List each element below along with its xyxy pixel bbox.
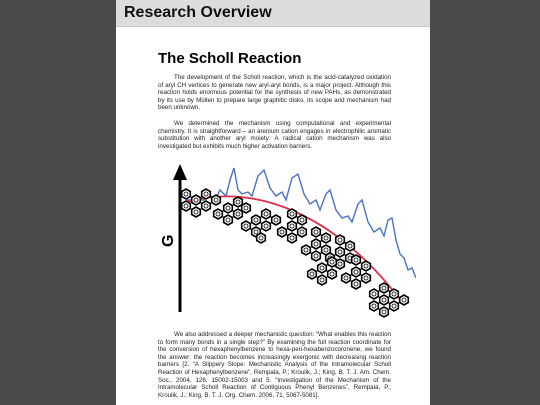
benzene-ring — [298, 227, 307, 237]
benzene-ring — [214, 209, 223, 219]
benzene-ring — [182, 201, 191, 211]
benzene-ring — [288, 233, 297, 243]
benzene-ring — [390, 289, 399, 299]
axis-arrowhead — [173, 164, 187, 180]
benzene-ring — [370, 301, 379, 311]
benzene-ring — [192, 207, 201, 217]
section-heading: The Scholl Reaction — [158, 50, 302, 67]
benzene-ring — [328, 257, 337, 267]
benzene-ring — [352, 255, 361, 265]
benzene-ring — [336, 235, 345, 245]
benzene-ring — [352, 279, 361, 289]
benzene-ring — [298, 215, 307, 225]
benzene-ring — [262, 209, 271, 219]
benzene-ring — [302, 245, 311, 255]
benzene-ring — [362, 261, 371, 271]
energy-axis-label: G — [160, 234, 177, 247]
paragraph-3-text: We also addressed a deeper mechanistic question: “What enables this reaction to form many bonds in a single step?” By examining the full reaction coordinate for the conversion of hexaphenylbenzene to hexa-peri-hexabenzocoronene, we found the answer: the reaction becomes increasingly exergonic with decreasing reaction barriers [2. “A Slippery Slope: Mechanistic Analysis of the Intramolecular Scholl Reaction of Hexaphenylbenzene”, Rempala, P.; Kroulik, J.; King, B. T. J. Am. Chem. Soc., 2004, 126, 15002-15003 and 5. “Investigation of the Mechanism of the Intramolecular Scholl Reaction of Contiguous Phenyl Benzenes”, Rempala, P.; Kroulik, J.; King, B. T. J. Org. Chem. 2006, 71, 5067-5081]. — [158, 331, 391, 399]
benzene-ring — [242, 221, 251, 231]
benzene-ring — [362, 273, 371, 283]
benzene-ring — [390, 301, 399, 311]
benzene-ring — [318, 263, 327, 273]
benzene-ring — [262, 221, 271, 231]
benzene-ring — [336, 247, 345, 257]
paragraph-3 — [158, 331, 391, 399]
benzene-ring — [312, 239, 321, 249]
reaction-coordinate-figure — [116, 160, 416, 330]
benzene-ring — [380, 295, 389, 305]
benzene-ring — [328, 269, 337, 279]
benzene-ring — [380, 307, 389, 317]
benzene-ring — [182, 189, 191, 199]
benzene-ring — [380, 283, 389, 293]
title-bar — [116, 0, 430, 27]
benzene-ring — [346, 241, 355, 251]
benzene-ring — [288, 209, 297, 219]
benzene-ring — [400, 295, 409, 305]
benzene-ring — [212, 195, 221, 205]
paragraph-1-text: The development of the Scholl reaction, which is the acid-catalyzed oxidation of aryl CH vertices to generate new aryl-aryl bonds, is a major project. Although this reaction holds enormous potential for the synthesis of new PAHs, as demonstrated by its use by Müllen to prepare large graphitic disks, its scope and mechanism had been unknown. — [158, 74, 391, 112]
benzene-ring — [342, 273, 351, 283]
benzene-ring — [224, 203, 233, 213]
benzene-ring — [257, 233, 266, 243]
benzene-ring — [202, 189, 211, 199]
benzene-ring — [202, 201, 211, 211]
paragraph-1 — [158, 74, 391, 112]
benzene-ring — [288, 221, 297, 231]
benzene-ring — [308, 269, 317, 279]
paragraph-2-text: We determined the mechanism using computational and experimental chemistry. It is straightforward – an arenium cation engages in electrophilic aromatic substitution with another aryl moiety. A radical cation mechanism was also investigated but exhibits much higher activation barriers. — [158, 120, 391, 150]
benzene-ring — [352, 267, 361, 277]
benzene-ring — [252, 215, 261, 225]
benzene-ring — [224, 215, 233, 225]
benzene-ring — [278, 227, 287, 237]
molecule-structures — [182, 189, 409, 317]
benzene-ring — [192, 195, 201, 205]
benzene-ring — [242, 203, 251, 213]
benzene-ring — [312, 227, 321, 237]
benzene-ring — [312, 251, 321, 261]
page-title: Research Overview — [124, 4, 272, 21]
benzene-ring — [318, 275, 327, 285]
paragraph-2 — [158, 120, 391, 150]
benzene-ring — [322, 233, 331, 243]
benzene-ring — [370, 289, 379, 299]
benzene-ring — [272, 215, 281, 225]
